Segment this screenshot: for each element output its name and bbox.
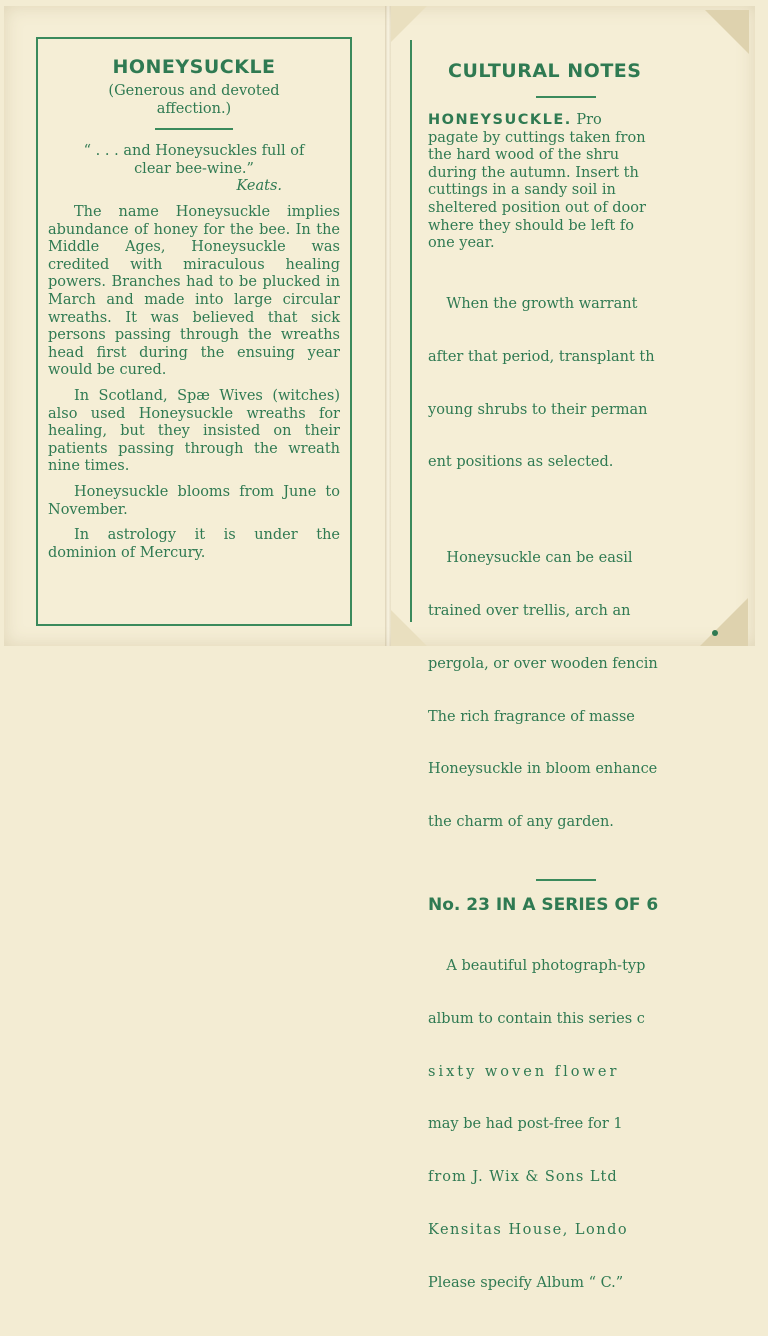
center-fold: [385, 6, 391, 646]
corner-fold-top-left: [391, 6, 427, 42]
corner-fold-top-right: [705, 10, 749, 54]
description-paragraph: Honeysuckle blooms from June to November.: [48, 483, 340, 518]
quote-author: Keats.: [236, 178, 282, 194]
description-paragraph: In astrology it is under the dominion of Mercury.: [48, 527, 340, 561]
divider: [155, 128, 233, 130]
meaning-subtitle: (Generous and devoted affection.): [108, 83, 280, 117]
corner-fold-bottom-right: [700, 598, 748, 646]
corner-fold-bottom-left: [391, 610, 427, 646]
notes-paragraph: HONEYSUCKLE. Pro pagate by cuttings taken fron the hard wood of the shru during the autumn. Insert th cuttings in a sandy soil in sheltered position out of door where they should be left fo one year.: [428, 112, 646, 252]
quotation: “ . . . and Honeysuckles full of clear bee-wine.”: [83, 143, 305, 177]
album-offer-paragraph: A beautiful photograph-typ album to contain this series c sixty woven flower may be had post-free for 1 from J. Wix & Sons Ltd Kensitas House, Londo Please specify Album “ C.”: [428, 958, 646, 1291]
series-number: No. 23 IN A SERIES OF 6: [428, 894, 659, 915]
flower-title: HONEYSUCKLE: [112, 56, 276, 78]
right-panel-border: [410, 40, 412, 622]
description-paragraph: The name Honeysuckle implies abundance of honey for the bee. In the Middle Ages, Honeysuckle was credited with miraculous healing powers. Branches had to be plucked in March and made into large circular wreaths. It was believed that sick persons passing through the wreaths head first during the ensuing year would be cured.: [48, 204, 340, 379]
ink-dot: [712, 630, 718, 636]
cultural-notes-title: CULTURAL NOTES: [448, 60, 642, 82]
description-paragraph: In Scotland, Spæ Wives (witches) also used Honeysuckle wreaths for healing, but they insisted on their patients passing through the wreath nine times.: [48, 387, 340, 475]
left-panel: [48, 56, 340, 570]
notes-paragraph: Honeysuckle can be easil trained over trellis, arch an pergola, or over wooden fencin The rich fragrance of masse Honeysuckle in bloom enhance the charm of any garden.: [428, 550, 658, 831]
notes-heading: HONEYSUCKLE.: [428, 112, 572, 128]
divider: [536, 96, 596, 98]
divider: [536, 879, 596, 881]
right-panel: [410, 40, 755, 1291]
notes-paragraph: When the growth warrant after that period, transplant th young shrubs to their perman ent positions as selected.: [428, 295, 655, 471]
